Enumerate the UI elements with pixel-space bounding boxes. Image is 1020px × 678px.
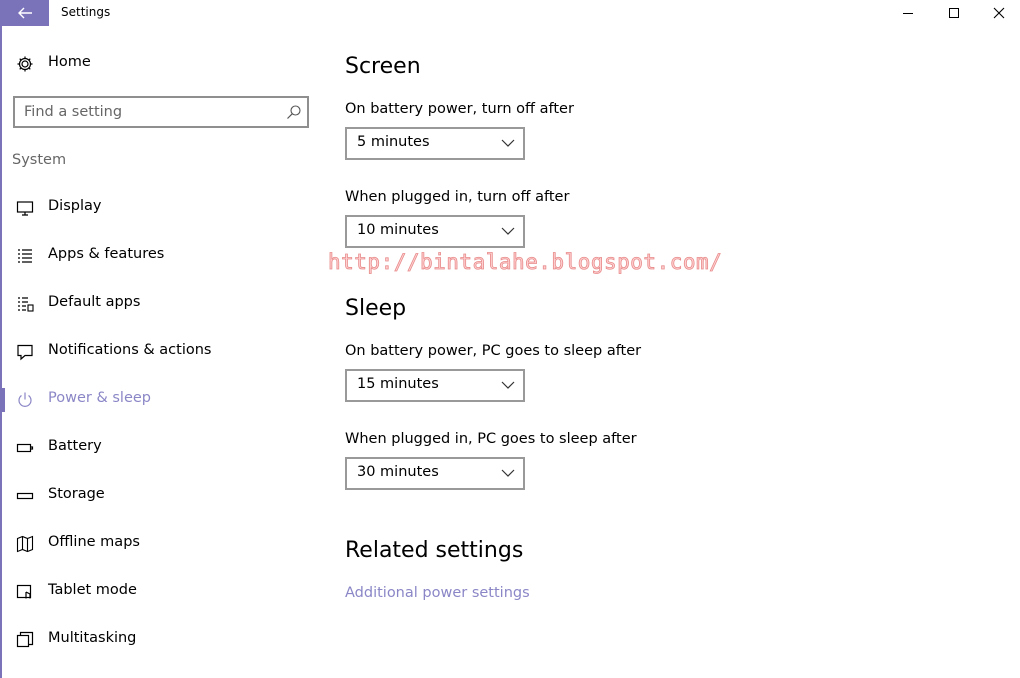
sidebar-item-display[interactable]: [0, 188, 320, 228]
screen-battery-label: On battery power, turn off after: [345, 101, 574, 117]
chevron-down-icon: [501, 138, 515, 148]
minimize-button[interactable]: [885, 0, 931, 26]
sleep-battery-label: On battery power, PC goes to sleep after: [345, 343, 642, 359]
battery-icon: [16, 439, 34, 457]
maximize-icon: [948, 7, 960, 19]
sidebar-item-apps-features[interactable]: [0, 236, 320, 276]
sidebar-item-tablet-mode[interactable]: [0, 572, 320, 612]
group-label-system: System: [12, 152, 67, 168]
search-icon[interactable]: [286, 104, 302, 120]
back-button[interactable]: [0, 0, 49, 26]
sidebar-item-label: Home: [48, 54, 91, 70]
chevron-down-icon: [501, 226, 515, 236]
sidebar-item-label: Display: [48, 198, 102, 214]
dropdown-value: 5 minutes: [357, 134, 430, 150]
sidebar-item-battery[interactable]: [0, 428, 320, 468]
sidebar-item-power-sleep[interactable]: [0, 380, 320, 420]
gear-icon: [16, 55, 34, 73]
sidebar-item-label: Default apps: [48, 294, 141, 310]
sidebar-item-default-apps[interactable]: [0, 284, 320, 324]
sidebar-item-notifications-actions[interactable]: [0, 332, 320, 372]
minimize-icon: [902, 7, 914, 19]
sidebar-item-home[interactable]: [0, 44, 320, 84]
close-icon: [993, 7, 1005, 19]
sidebar-item-label: Power & sleep: [48, 390, 151, 406]
sleep-heading: Sleep: [345, 296, 407, 321]
list-icon: [16, 247, 34, 265]
screen-plugged-dropdown[interactable]: [345, 215, 525, 248]
maximize-button[interactable]: [931, 0, 977, 26]
dropdown-value: 15 minutes: [357, 376, 439, 392]
map-icon: [16, 535, 34, 553]
multitasking-icon: [16, 631, 34, 649]
screen-battery-dropdown[interactable]: [345, 127, 525, 160]
notification-icon: [16, 343, 34, 361]
close-button[interactable]: [976, 0, 1020, 26]
monitor-icon: [16, 199, 34, 217]
title-bar: [0, 0, 1020, 26]
sleep-battery-dropdown[interactable]: [345, 369, 525, 402]
additional-power-settings-link[interactable]: Additional power settings: [345, 585, 530, 601]
sidebar-item-label: Battery: [48, 438, 102, 454]
active-indicator: [0, 388, 5, 412]
search-input[interactable]: [24, 103, 274, 121]
watermark: http://bintalahe.blogspot.com/: [328, 250, 723, 274]
sidebar-item-label: Multitasking: [48, 630, 137, 646]
sidebar-item-label: Tablet mode: [48, 582, 137, 598]
back-arrow-icon: [17, 7, 33, 19]
sidebar-item-offline-maps[interactable]: [0, 524, 320, 564]
power-icon: [16, 391, 34, 409]
related-settings-heading: Related settings: [345, 538, 524, 563]
sleep-plugged-dropdown[interactable]: [345, 457, 525, 490]
tablet-icon: [16, 583, 34, 601]
chevron-down-icon: [501, 468, 515, 478]
dropdown-value: 10 minutes: [357, 222, 439, 238]
window-title: Settings: [61, 5, 111, 19]
screen-heading: Screen: [345, 54, 421, 79]
sidebar-item-storage[interactable]: [0, 476, 320, 516]
sidebar-item-label: Notifications & actions: [48, 342, 212, 358]
chevron-down-icon: [501, 380, 515, 390]
sidebar-item-label: Storage: [48, 486, 105, 502]
sidebar-item-multitasking[interactable]: [0, 620, 320, 660]
sidebar-item-label: Offline maps: [48, 534, 140, 550]
storage-icon: [16, 487, 34, 505]
dropdown-value: 30 minutes: [357, 464, 439, 480]
screen-plugged-label: When plugged in, turn off after: [345, 189, 570, 205]
search-box[interactable]: [13, 96, 309, 128]
sidebar-item-label: Apps & features: [48, 246, 165, 262]
sleep-plugged-label: When plugged in, PC goes to sleep after: [345, 431, 637, 447]
default-apps-icon: [16, 295, 34, 313]
